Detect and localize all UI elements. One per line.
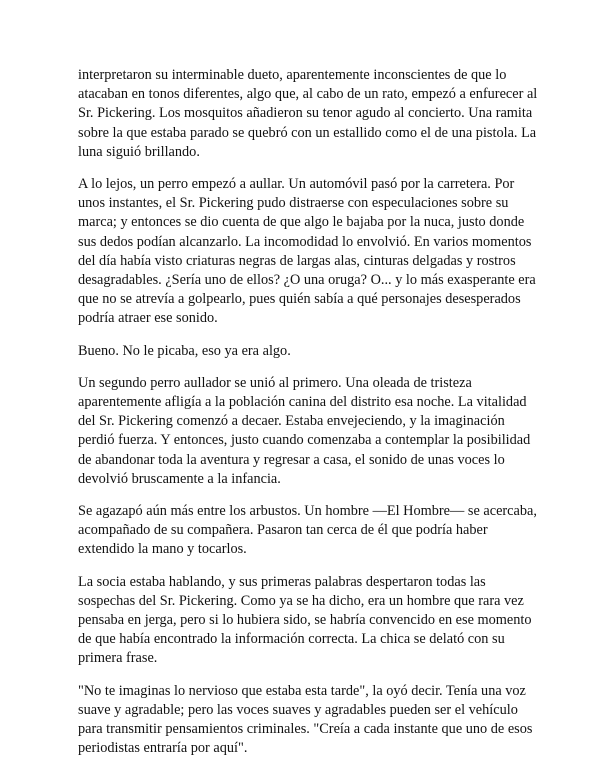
document-page [78,66,538,772]
paragraph-3: Bueno. No le picaba, eso ya era algo. [78,342,291,359]
paragraph-1: interpretaron su interminable dueto, aparentemente inconscientes de que lo atacaban en tonos diferentes, algo que, al cabo de un rato, empezó a enfurecer al Sr. Pickering. Los mosquitos añadieron su tenor agudo al concierto. Una ramita sobre la que estaba parado se quebró con un estallido como el de una pistola. La luna siguió brillando. [78,67,538,160]
paragraph-7: "No te imaginas lo nervioso que estaba esta tarde", la oyó decir. Tenía una voz suave y agradable; pero las voces suaves y agradables pueden ser el vehículo para transmitir pensamientos criminales. "Creía a cada instante que uno de esos periodistas entraría por aquí". [78,682,533,757]
paragraph-4: Un segundo perro aullador se unió al primero. Una oleada de tristeza aparentemente afligía a la población canina del distrito esa noche. La vitalidad del Sr. Pickering comenzó a decaer. Estaba envejeciendo, y la imaginación perdió fuerza. Y entonces, justo cuando comenzaba a contemplar la posibilidad de abandonar toda la aventura y regresar a casa, el sonido de unas voces lo devolvió bruscamente a la infancia. [78,374,531,487]
paragraph-5: Se agazapó aún más entre los arbustos. Un hombre —El Hombre— se acercaba, acompañado de su compañera. Pasaron tan cerca de él que podría haber extendido la mano y tocarlos. [78,503,537,558]
paragraph-2: A lo lejos, un perro empezó a aullar. Un automóvil pasó por la carretera. Por unos instantes, el Sr. Pickering pudo distraerse con especulaciones sobre su marca; y entonces se dio cuenta de que algo le bajaba por la nuca, justo donde sus dedos podían alcanzarlo. La incomodidad lo envolvió. En varios momentos del día había visto criaturas negras de largas alas, cinturas delgadas y rostros desagradables. ¿Sería uno de ellos? ¿O una oruga? O... y lo más exasperante era que no se atrevía a golpearlo, pues quién sabía a qué personajes desesperados podría atraer ese sonido. [78,176,536,327]
paragraph-6: La socia estaba hablando, y sus primeras palabras despertaron todas las sospechas del Sr. Pickering. Como ya se ha dicho, era un hombre que rara vez pensaba en jerga, pero si lo hubiera sido, se habría convencido en ese momento de que había encontrado la información correcta. La chica se delató con su primera frase. [78,573,532,667]
